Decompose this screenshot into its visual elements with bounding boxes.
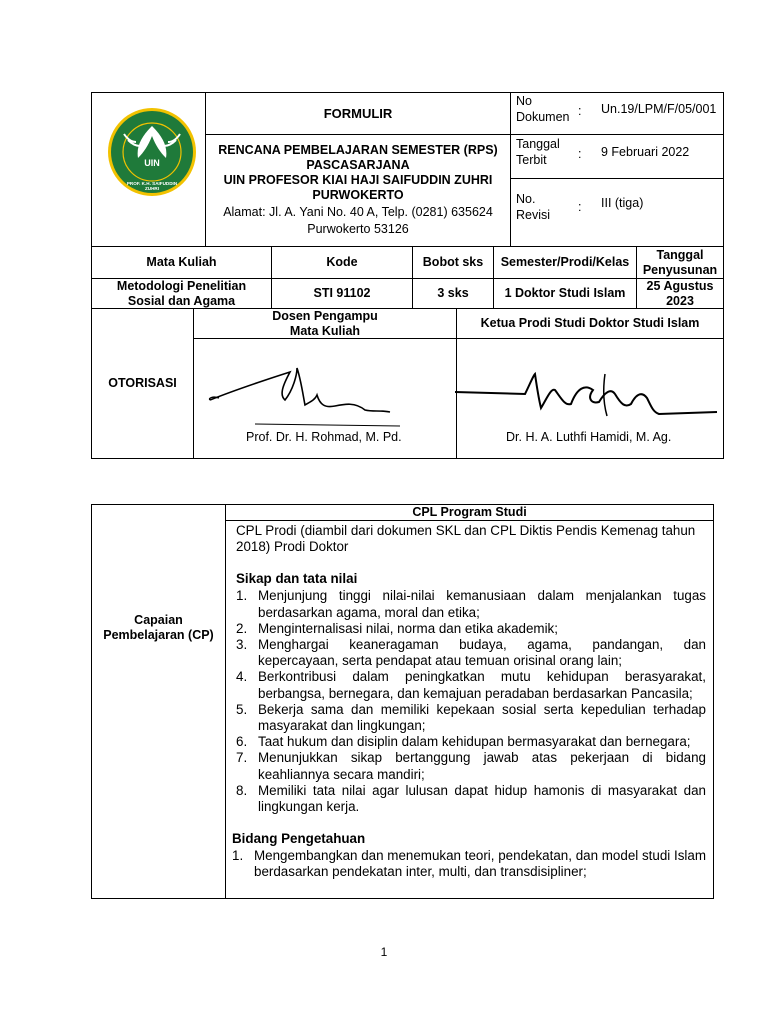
logo-ring-text: PROF. K.H. SAIFUDDIN ZUHRI — [126, 181, 178, 191]
meta-rev-label — [516, 192, 550, 223]
header-form — [0, 0, 768, 470]
form-title: FORMULIR — [323, 105, 393, 121]
list-item-number: 6. — [236, 734, 248, 750]
university-name-line-2: PURWOKERTO — [312, 188, 404, 202]
dosen-header-line-2: Mata Kuliah — [289, 323, 361, 338]
pengetahuan-title: Bidang Pengetahuan — [232, 831, 366, 847]
list-item-text: Menjunjung tinggi nilai-nilai kemanusiaan dalam menjalankan tugas berdasarkan agama, moral dan etika; — [258, 588, 706, 620]
dosen-header-line-1: Dosen Pengampu — [272, 308, 378, 323]
meta-doc-label-2: Dokumen — [516, 110, 570, 124]
meta-rev-label-1: No. — [516, 192, 536, 206]
col-tanggal-line-1: Tanggal — [656, 247, 704, 262]
meta-date-label-2: Terbit — [516, 153, 547, 167]
value-kode: STI 91102 — [313, 286, 371, 300]
list-item-text: Mengembangkan dan menemukan teori, pendekatan, dan model studi Islam berdasarkan pendekatan inter, multi, dan transdisipliner; — [254, 848, 706, 880]
list-item-text: Menunjukkan sikap bertanggung jawab atas pekerjaan di bidang keahliannya secara mandiri; — [258, 750, 706, 782]
meta-doc-value: Un.19/LPM/F/05/001 — [601, 102, 717, 116]
list-item — [236, 588, 706, 620]
list-item-text: Berkontribusi dalam peningkatkan mutu kehidupan berasyarakat, berbangsa, bernegara, dan kemajuan peradaban berdasarkan Pancasila; — [258, 669, 706, 701]
meta-rev-label-2: Revisi — [516, 208, 551, 222]
otorisasi-label: OTORISASI — [108, 376, 177, 390]
list-item — [232, 848, 706, 880]
cp-label — [92, 505, 225, 755]
list-item — [236, 669, 706, 701]
cpl-content — [232, 523, 706, 881]
col-tanggal-line-2: Penyusunan — [642, 262, 718, 277]
meta-doc-colon: : — [578, 104, 582, 118]
col-kode: Kode — [326, 255, 358, 269]
logo-text: UIN — [144, 158, 160, 168]
meta-date-value: 9 Februari 2022 — [601, 145, 690, 159]
rps-title-line-1: RENCANA PEMBELAJARAN SEMESTER (RPS) — [218, 143, 498, 157]
sikap-list — [236, 588, 706, 815]
list-item-text: Memiliki tata nilai agar lulusan dapat hidup hamonis di masyarakat dan lingkungan kerja. — [258, 782, 706, 815]
ketua-header: Ketua Prodi Studi Doktor Studi Islam — [480, 316, 700, 330]
list-item-number: 1. — [232, 848, 244, 864]
pengetahuan-list — [232, 848, 706, 880]
value-mata-kuliah — [92, 279, 271, 308]
cp-table — [0, 490, 768, 910]
meta-date-label — [516, 137, 560, 168]
page-number: 1 — [380, 945, 388, 959]
ketua-signature — [455, 368, 720, 428]
cpl-section-header: CPL Program Studi — [412, 505, 527, 519]
list-item — [236, 702, 706, 734]
dosen-name: Prof. Dr. H. Rohmad, M. Pd. — [246, 430, 402, 444]
col-semester: Semester/Prodi/Kelas — [500, 255, 630, 269]
rps-title-line-2: PASCASARJANA — [306, 158, 410, 172]
list-item-number: 4. — [236, 669, 248, 685]
cp-label-line-1: Capaian — [134, 613, 183, 627]
list-item-number: 3. — [236, 637, 248, 653]
meta-date-colon: : — [578, 147, 582, 161]
list-item-number: 7. — [236, 750, 248, 766]
university-logo — [106, 106, 198, 198]
value-bobot: 3 sks — [437, 286, 469, 300]
list-item-number: 2. — [236, 620, 248, 636]
university-name-line-1: UIN PROFESOR KIAI HAJI SAIFUDDIN ZUHRI — [223, 173, 493, 187]
list-item-number: 5. — [236, 701, 248, 717]
value-tanggal-line-2: 2023 — [666, 293, 694, 308]
meta-rev-value: III (tiga) — [601, 196, 644, 210]
col-mata-kuliah: Mata Kuliah — [146, 255, 217, 269]
ketua-name: Dr. H. A. Luthfi Hamidi, M. Ag. — [506, 430, 672, 444]
value-tanggal-line-1: 25 Agustus — [646, 278, 714, 293]
cpl-intro-line-1: CPL Prodi (diambil dari dokumen SKL dan CPL Diktis Pendis Kemenag tahun — [236, 523, 696, 538]
meta-rev-colon: : — [578, 200, 582, 214]
address-line-1: Alamat: Jl. A. Yani No. 40 A, Telp. (0281) 635624 — [223, 205, 493, 219]
meta-doc-label — [516, 94, 570, 125]
list-item-number: 1. — [236, 588, 248, 604]
sikap-title: Sikap dan tata nilai — [236, 571, 358, 587]
cpl-intro-line-2: 2018) Prodi Doktor — [236, 539, 349, 555]
list-item-number: 8. — [236, 782, 248, 798]
list-item-text: Taat hukum dan disiplin dalam kehidupan bermasyarakat dan bernegara; — [258, 734, 691, 750]
list-item — [236, 750, 706, 782]
value-tanggal — [637, 279, 723, 308]
dosen-signature — [205, 360, 405, 435]
col-bobot: Bobot sks — [422, 255, 484, 269]
list-item — [236, 783, 706, 815]
meta-doc-label-1: No — [516, 94, 532, 108]
list-item-text: Menghargai keaneragaman budaya, agama, pandangan, dan kepercayaan, serta pendapat atau temuan orisinal orang lain; — [258, 637, 706, 669]
col-tanggal — [637, 247, 723, 278]
meta-date-label-1: Tanggal — [516, 137, 560, 151]
cp-label-line-2: Pembelajaran (CP) — [103, 628, 214, 642]
value-semester: 1 Doktor Studi Islam — [504, 286, 626, 300]
list-item — [236, 637, 706, 669]
address-line-2: Purwokerto 53126 — [307, 222, 409, 236]
list-item — [236, 621, 706, 637]
list-item-text: Bekerja sama dan memiliki kepekaan sosial serta kepedulian terhadap masyarakat dan lingkungan; — [258, 701, 706, 734]
value-mata-kuliah-line-1: Metodologi Penelitian — [116, 278, 247, 293]
cpl-intro — [236, 523, 706, 555]
dosen-header — [194, 309, 456, 338]
list-item — [236, 734, 706, 750]
list-item-text: Menginternalisasi nilai, norma dan etika akademik; — [258, 620, 558, 636]
rps-title-block — [206, 143, 510, 237]
value-mata-kuliah-line-2: Sosial dan Agama — [127, 293, 236, 308]
